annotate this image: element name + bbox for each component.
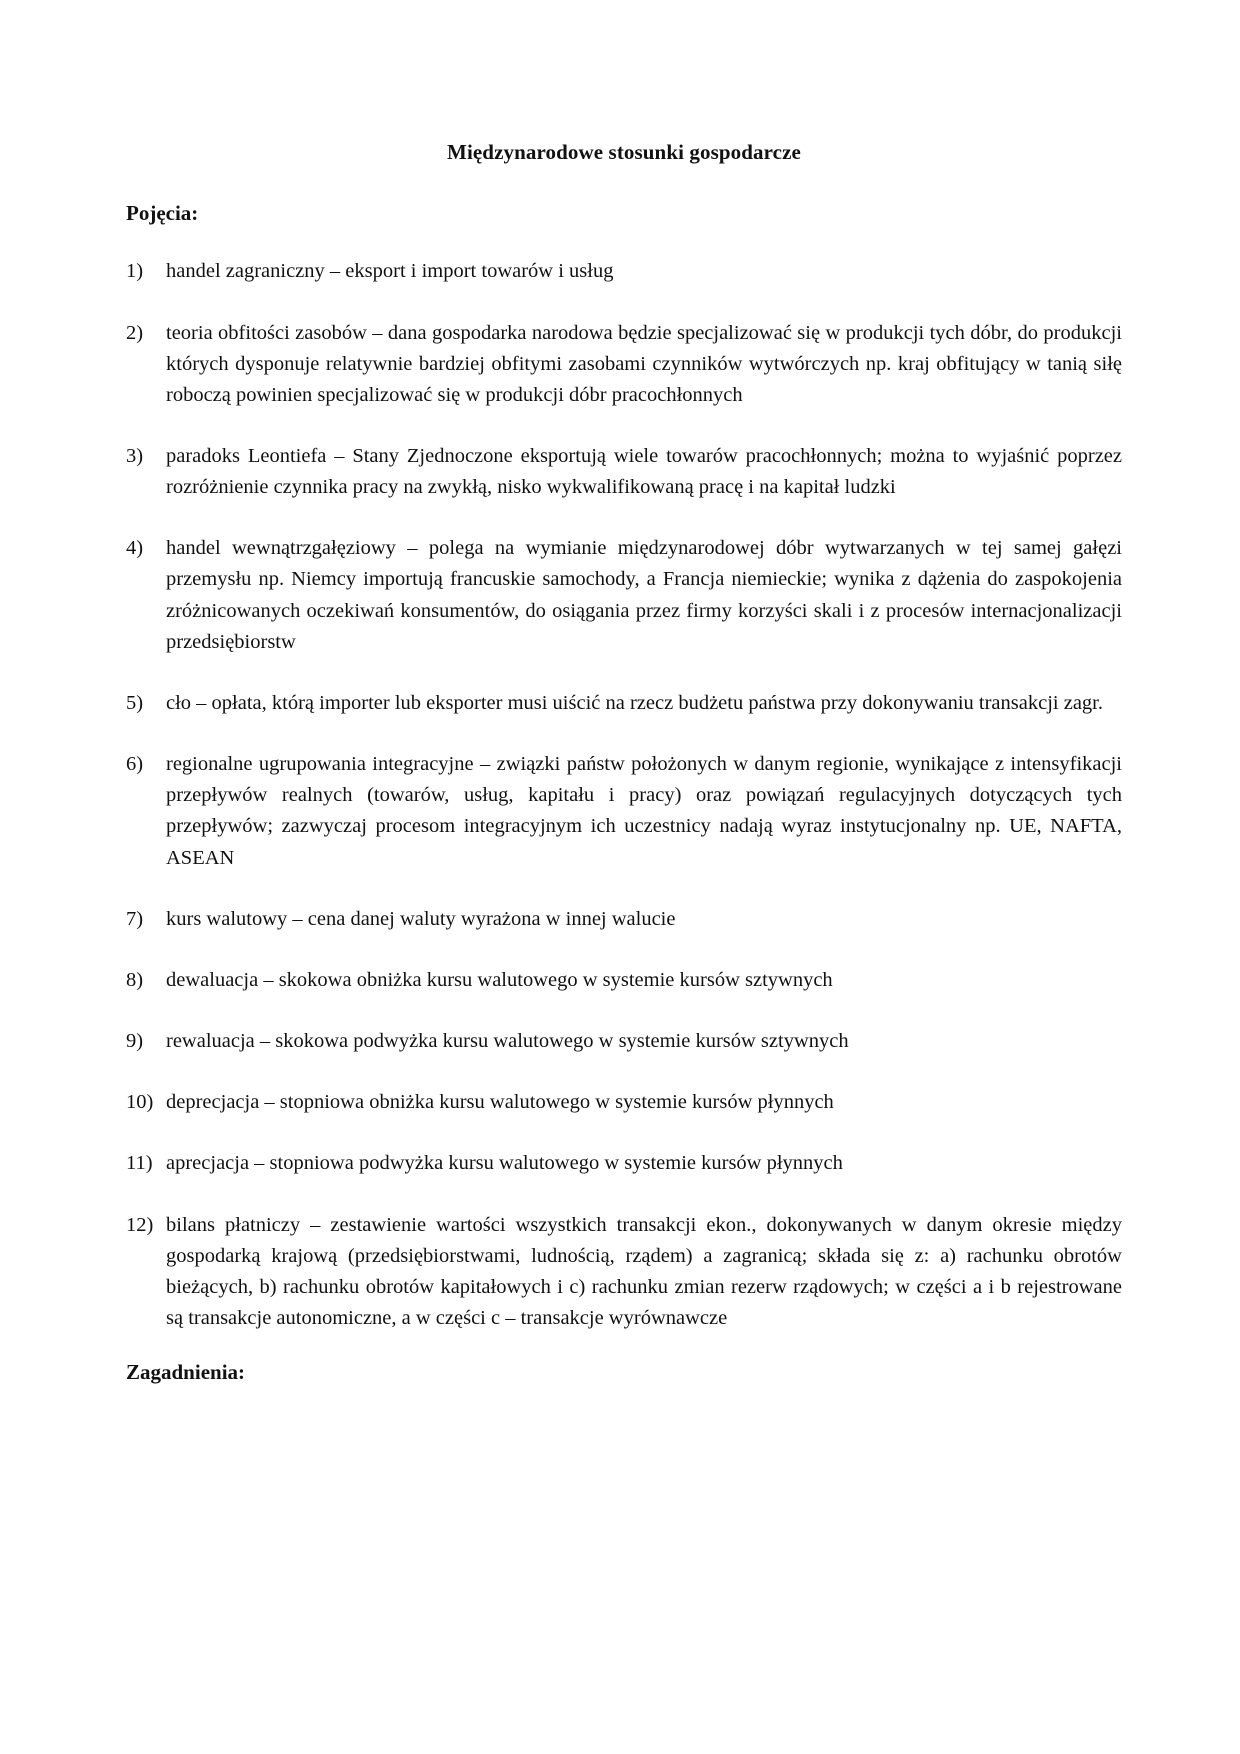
concept-item [126,749,1122,874]
concept-item-text: aprecjacja – stopniowa podwyżka kursu walutowego w systemie kursów płynnych [166,1152,843,1175]
concept-item [126,1026,1122,1057]
concept-item-text: dewaluacja – skokowa obniżka kursu walutowego w systemie kursów sztywnych [166,968,833,991]
section-heading-concepts: Pojęcia: [126,201,199,226]
concept-item-text: handel zagraniczny – eksport i import towarów i usług [166,260,614,283]
concept-item [126,1148,1122,1179]
concept-item [126,256,1122,287]
concept-item [126,1087,1122,1118]
concept-item-text: deprecjacja – stopniowa obniżka kursu walutowego w systemie kursów płynnych [166,1091,834,1114]
concept-item-text: handel wewnątrzgałęziowy – polega na wymianie międzynarodowej dóbr wytwarzanych w tej samej gałęzi przemysłu np. Niemcy importują francuskie samochody, a Francja niemieckie; wynika z dążenia do zaspokojenia zróżnicowanych oczekiwań konsumentów, do osiągania przez firmy korzyści skali i z procesów internacjonalizacji przedsiębiorstw [166,537,1122,653]
concept-item-marker: 9) [126,1030,144,1053]
concept-item-marker: 2) [126,321,144,344]
concept-item-marker: 12) [126,1213,154,1236]
concept-item-text: regionalne ugrupowania integracyjne – związki państw położonych w danym regionie, wynikające z intensyfikacji przepływów realnych (towarów, usług, kapitału i pracy) oraz powiązań regulacyjnych dotyczących tych przepływów; zazwyczaj procesom integracyjnym ich uczestnicy nadają wyraz instytucjonalny np. UE, NAFTA, ASEAN [166,753,1122,869]
concept-item-text: bilans płatniczy – zestawienie wartości wszystkich transakcji ekon., dokonywanych w danym okresie między gospodarką krajową (przedsiębiorstwami, ludnością, rządem) a zagranicą; składa się z: a) rachunku obrotów bieżących, b) rachunku obrotów kapitałowych i c) rachunku zmian rezerw rządowych; w części a i b rejestrowane są transakcje autonomiczne, a w części c – transakcje wyrównawcze [166,1213,1122,1329]
concept-item-marker: 4) [126,537,144,560]
page-title: Międzynarodowe stosunki gospodarcze [447,140,801,164]
concept-item-marker: 10) [126,1091,154,1114]
concept-item [126,441,1122,503]
concept-item-marker: 7) [126,907,144,930]
concept-item-marker: 8) [126,968,144,991]
concept-item [126,965,1122,996]
concept-item-text: paradoks Leontiefa – Stany Zjednoczone eksportują wiele towarów pracochłonnych; można to wyjaśnić poprzez rozróżnienie czynnika pracy na zwykłą, nisko wykwalifikowaną pracę i na kapitał ludzki [166,445,1122,499]
concept-item [126,688,1122,719]
concept-item [126,1210,1122,1335]
concept-item-text: cło – opłata, którą importer lub eksporter musi uiścić na rzecz budżetu państwa przy dokonywaniu transakcji zagr. [166,691,1103,714]
concept-item-marker: 1) [126,260,144,283]
concept-item-text: rewaluacja – skokowa podwyżka kursu walutowego w systemie kursów sztywnych [166,1030,849,1053]
concepts-list [126,256,1122,1334]
concept-item-text: teoria obfitości zasobów – dana gospodarka narodowa będzie specjalizować się w produkcji tych dóbr, do produkcji których dysponuje relatywnie bardziej obfitymi zasobami czynników wytwórczych np. kraj obfitujący w tanią siłę roboczą powinien specjalizować się w produkcji dóbr pracochłonnych [166,321,1122,406]
concept-item-marker: 6) [126,753,144,776]
section-heading-issues: Zagadnienia: [126,1360,246,1384]
concept-item-text: kurs walutowy – cena danej waluty wyrażona w innej walucie [166,907,676,930]
concept-item-marker: 5) [126,691,144,714]
concept-item-marker: 3) [126,445,144,467]
concept-item [126,318,1122,411]
concept-item [126,904,1122,935]
concept-item [126,533,1122,658]
concept-item-marker: 11) [126,1152,153,1175]
